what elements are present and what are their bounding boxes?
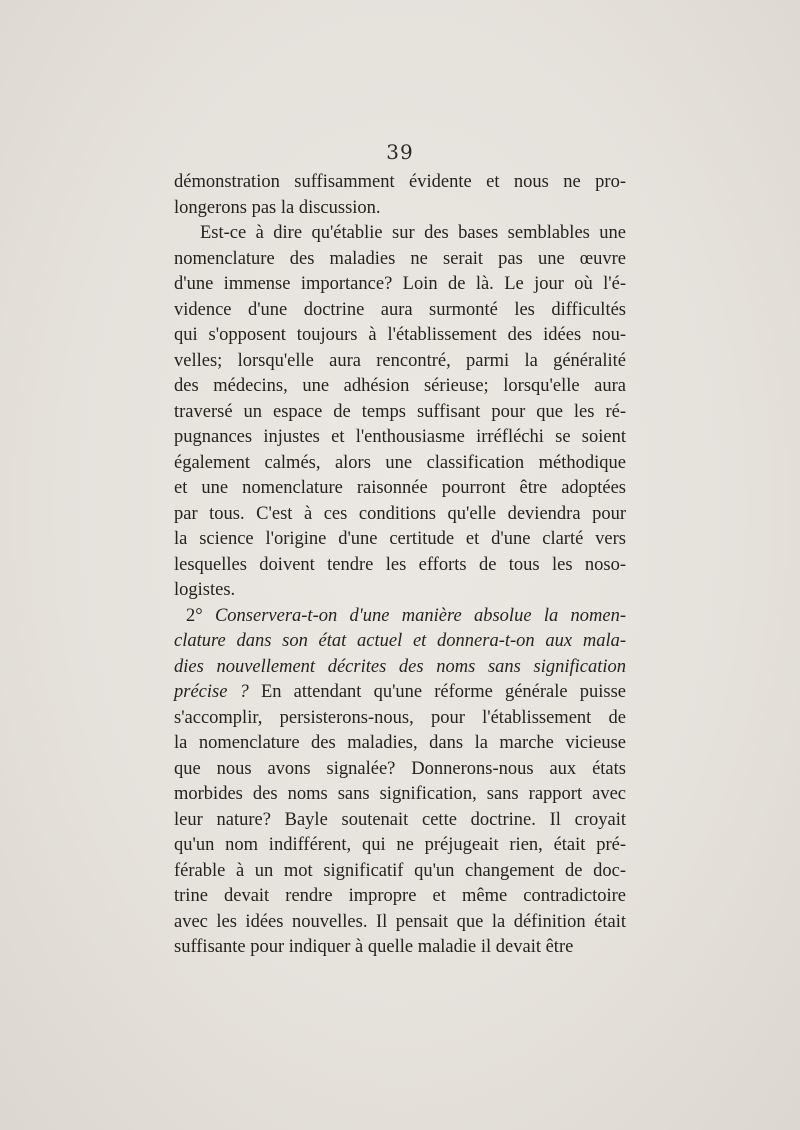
text-run: lesquelles doivent tendre les efforts de tous les noso- [174,554,626,575]
text-line [174,425,626,451]
text-run: des médecins, une adhésion sérieuse; lorsqu'elle aura [174,376,626,396]
text-line [174,859,626,885]
italic-text: clature dans son état actuel et donnera-t-on aux mala- [174,631,626,651]
text-run: En attendant qu'une réforme générale puisse [248,682,626,702]
text-line [174,400,626,426]
text-line [174,578,626,604]
italic-text: Conservera-t-on d'une manière absolue la nomen- [214,605,626,626]
text-line [174,604,626,630]
text-line [174,196,626,222]
text-run: logistes. [174,580,236,600]
text-run: par tous. C'est à ces conditions qu'elle deviendra pour [174,503,626,524]
text-run: Est-ce à dire qu'établie sur des bases semblables une [200,223,626,243]
text-line [174,757,626,783]
text-line [174,349,626,375]
text-line [174,553,626,579]
text-run: trine devait rendre impropre et même contradictoire [174,886,626,906]
text-line [174,374,626,400]
text-line [174,476,626,502]
text-run: leur nature? Bayle soutenait cette doctrine. Il croyait [174,809,626,830]
text-line [174,502,626,528]
text-run: pugnances injustes et l'enthousiasme irréfléchi se soient [174,427,626,447]
text-run: suffisante pour indiquer à quelle maladie il devait être [174,937,574,957]
text-line [174,629,626,655]
text-run: avec les idées nouvelles. Il pensait que la définition était [174,911,626,932]
text-run: longerons pas la discussion. [174,197,381,218]
text-line [174,680,626,706]
text-run: qu'un nom indifférent, qui ne préjugeait rien, était pré- [174,835,626,855]
text-line [174,935,626,961]
text-run: vidence d'une doctrine aura surmonté les difficultés [174,299,626,320]
text-line [174,451,626,477]
italic-text: précise ? [174,682,249,702]
text-line [174,706,626,732]
text-run: démonstration suffisamment évidente et nous ne pro- [174,172,626,192]
text-run: la science l'origine d'une certitude et d'une clarté vers [174,529,626,549]
text-line [174,808,626,834]
text-line [174,884,626,910]
page-number: 39 [386,140,414,164]
text-run: qui s'opposent toujours à l'établissement des idées nou- [174,325,626,345]
text-run: la nomenclature des maladies, dans la marche vicieuse [174,733,626,753]
text-line [174,731,626,757]
text-line [174,298,626,324]
text-run: d'une immense importance? Loin de là. Le jour où l'é- [174,274,626,294]
body-text [174,170,626,961]
text-run: et une nomenclature raisonnée pourront être adoptées [174,478,626,498]
italic-text: dies nouvellement décrites des noms sans signification [174,656,626,677]
text-run: férable à un mot significatif qu'un changement de doc- [174,860,626,881]
text-run: 2° [186,605,215,626]
text-run: que nous avons signalée? Donnerons-nous aux états [174,758,626,779]
text-line [174,170,626,196]
text-line [174,527,626,553]
text-line [174,833,626,859]
text-run: s'accomplir, persisterons-nous, pour l'établissement de [174,707,626,728]
text-run: traversé un espace de temps suffisant pour que les ré- [174,401,626,422]
text-line [174,655,626,681]
text-line [174,323,626,349]
text-run: nomenclature des maladies ne serait pas une œuvre [174,248,626,269]
text-line [174,782,626,808]
text-line [174,221,626,247]
text-line [174,272,626,298]
text-line [174,910,626,936]
text-line [174,247,626,273]
text-run: velles; lorsqu'elle aura rencontré, parmi la généralité [174,350,626,371]
text-run: également calmés, alors une classification méthodique [174,452,626,473]
text-run: morbides des noms sans signification, sans rapport avec [174,784,626,804]
